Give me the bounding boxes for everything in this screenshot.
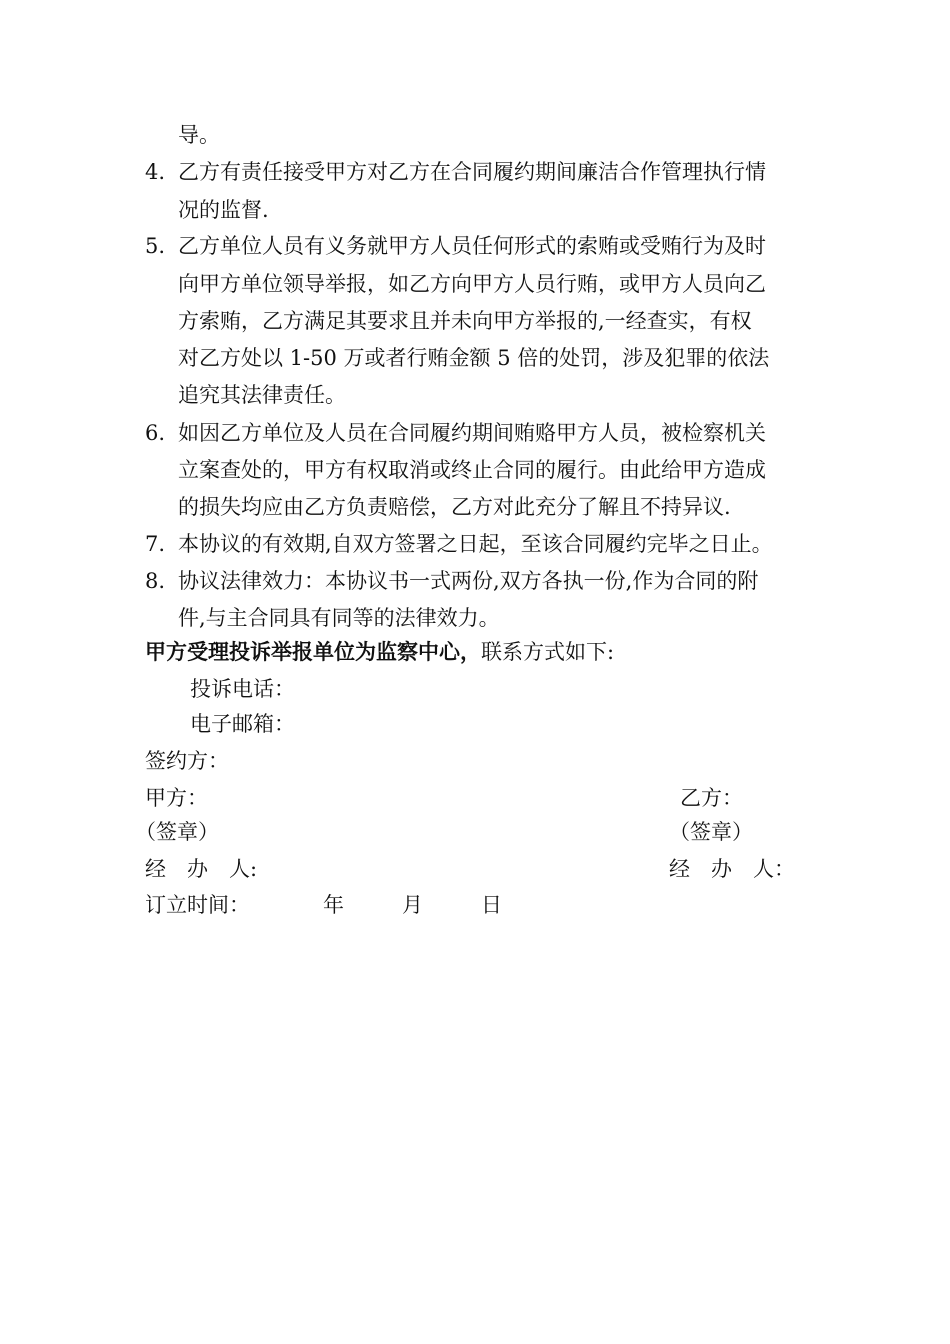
party-b-handler: 经 办 人： xyxy=(669,857,795,881)
item-text: 乙方有责任接受甲方对乙方在合同履约期间廉洁合作管理执行情 xyxy=(178,160,766,184)
continuation-text: 导。 xyxy=(178,123,220,147)
phone-label: 投诉电话： xyxy=(190,677,295,701)
item-text: 对乙方处以 1-50 万或者行贿金额 5 倍的处罚，涉及犯罪的依法 xyxy=(178,346,770,370)
signatory-label: 签约方： xyxy=(145,749,229,773)
party-a-label: 甲方： xyxy=(145,786,208,810)
item-number: 8. xyxy=(145,569,166,593)
date-month: 月 xyxy=(402,893,423,917)
item-text: 追究其法律责任。 xyxy=(178,383,346,407)
item-text: 方索贿，乙方满足其要求且并未向甲方举报的,一经查实，有权 xyxy=(178,309,752,333)
item-text: 的损失均应由乙方负责赔偿，乙方对此充分了解且不持异议. xyxy=(178,495,731,519)
item-number: 4. xyxy=(145,160,166,184)
item-text: 立案查处的，甲方有权取消或终止合同的履行。由此给甲方造成 xyxy=(178,458,766,482)
party-b-label: 乙方： xyxy=(680,786,743,810)
date-label: 订立时间： xyxy=(145,893,250,917)
item-text: 乙方单位人员有义务就甲方人员任何形式的索贿或受贿行为及时 xyxy=(178,234,766,258)
date-year: 年 xyxy=(323,893,344,917)
item-number: 7. xyxy=(145,532,166,556)
item-text: 本协议的有效期,自双方签署之日起，至该合同履约完毕之日止。 xyxy=(178,532,773,556)
email-label: 电子邮箱： xyxy=(190,712,295,736)
party-a-handler: 经 办 人: xyxy=(145,857,258,881)
complaint-contact-text: 联系方式如下: xyxy=(481,640,615,664)
party-a-seal: （签章） xyxy=(135,820,219,844)
item-text: 件,与主合同具有同等的法律效力。 xyxy=(178,606,500,630)
item-text: 协议法律效力：本协议书一式两份,双方各执一份,作为合同的附 xyxy=(178,569,759,593)
item-text: 况的监督. xyxy=(178,198,269,222)
party-b-seal: （签章） xyxy=(669,820,753,844)
complaint-bold-text: 甲方受理投诉举报单位为监察中心， xyxy=(145,639,481,664)
item-text: 向甲方单位领导举报，如乙方向甲方人员行贿，或甲方人员向乙 xyxy=(178,272,766,296)
item-text: 如因乙方单位及人员在合同履约期间贿赂甲方人员，被检察机关 xyxy=(178,421,766,445)
item-number: 5. xyxy=(145,234,166,258)
date-day: 日 xyxy=(481,893,502,917)
item-number: 6. xyxy=(145,421,166,445)
complaint-statement xyxy=(145,637,614,667)
